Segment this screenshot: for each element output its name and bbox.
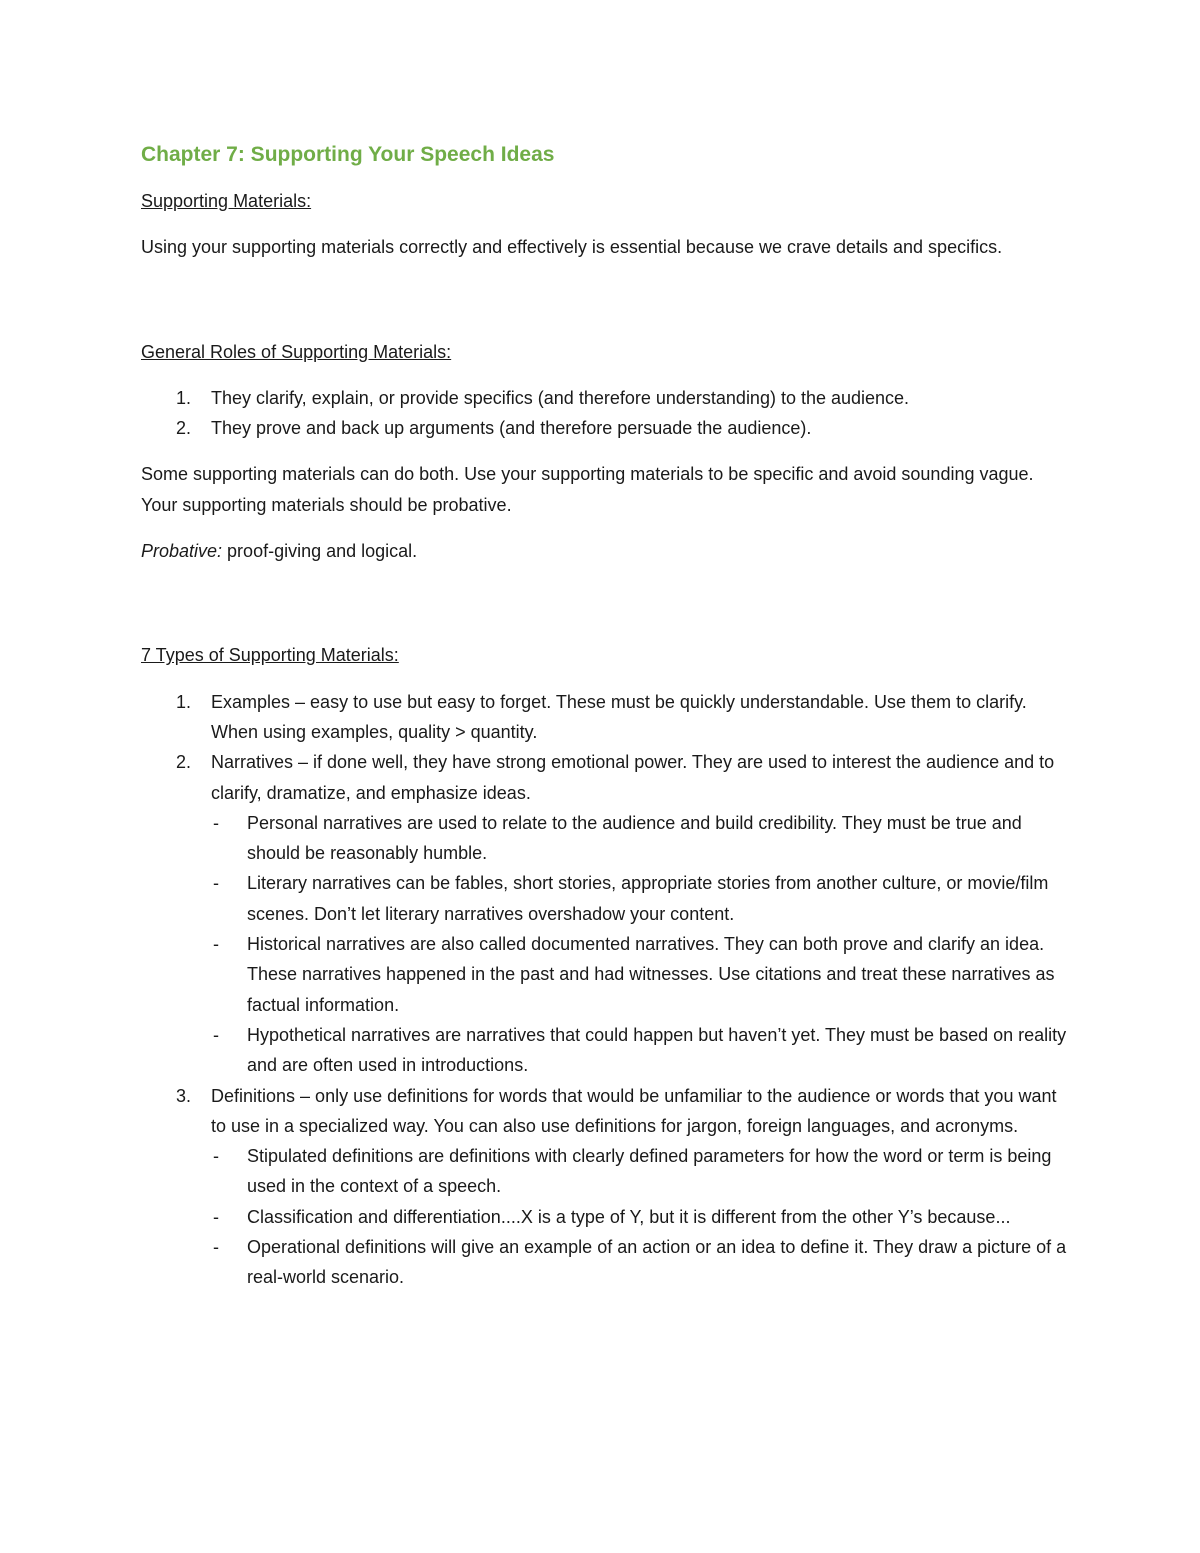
sub-list-item xyxy=(211,1202,1071,1232)
paragraph-intro: Using your supporting materials correctly and effectively is essential because we crave details and specifics. xyxy=(141,237,1003,258)
sub-list-item xyxy=(211,808,1071,869)
sub-list-item-text: Stipulated definitions are definitions with clearly defined parameters for how the word or term is being used in the context of a speech. xyxy=(247,1146,1052,1197)
sub-list-item-text: Personal narratives are used to relate to the audience and build credibility. They must be true and should be reasonably humble. xyxy=(247,812,1022,864)
list-number: 2. xyxy=(176,752,192,773)
chapter-title: Chapter 7: Supporting Your Speech Ideas xyxy=(141,143,555,166)
dash-bullet: - xyxy=(213,873,219,894)
dash-bullet: - xyxy=(213,812,219,833)
list-item-text: They prove and back up arguments (and therefore persuade the audience). xyxy=(211,418,812,439)
narratives-sublist xyxy=(211,808,1071,1081)
list-number: 1. xyxy=(176,691,192,712)
list-item xyxy=(141,413,1071,443)
document-page xyxy=(141,140,1071,1309)
list-item-text: Definitions – only use definitions for words that would be unfamiliar to the audience or words that you want to use in a specialized way. You can also use definitions for jargon, foreign languages, and acronyms. xyxy=(211,1085,1057,1136)
list-item-narratives xyxy=(141,747,1071,1080)
sub-list-item-text: Literary narratives can be fables, short stories, appropriate stories from another culture, or movie/film scenes. Don’t let literary narratives overshadow your content. xyxy=(247,873,1049,924)
sub-list-item xyxy=(211,1232,1071,1293)
dash-bullet: - xyxy=(213,934,219,955)
dash-bullet: - xyxy=(213,1024,219,1045)
definition-term: Probative: xyxy=(141,541,223,562)
spacer xyxy=(141,582,1071,640)
section-heading-supporting-materials: Supporting Materials: xyxy=(141,191,312,211)
sub-list-item xyxy=(211,929,1071,1020)
sub-list-item-text: Hypothetical narratives are narratives that could happen but haven’t yet. They must be based on reality and are often used in introductions. xyxy=(247,1024,1067,1076)
general-roles-list xyxy=(141,383,1071,444)
definitions-sublist xyxy=(211,1141,1071,1292)
list-item xyxy=(141,383,1071,413)
list-item-definitions xyxy=(141,1081,1071,1293)
sub-list-item xyxy=(211,1020,1071,1081)
list-item-text: Examples – easy to use but easy to forget. These must be quickly understandable. Use them to clarify. When using examples, quality > quantity. xyxy=(211,691,1027,742)
sub-list-item-text: Operational definitions will give an example of an action or an idea to define it. They draw a picture of a real-world scenario. xyxy=(247,1237,1067,1288)
section-heading-general-roles: General Roles of Supporting Materials: xyxy=(141,341,452,362)
list-number: 2. xyxy=(176,418,192,439)
paragraph-both: Some supporting materials can do both. Use your supporting materials to be specific and avoid sounding vague. Your supporting materials should be probative. xyxy=(141,464,1034,515)
list-item-text: They clarify, explain, or provide specifics (and therefore understanding) to the audience. xyxy=(211,387,910,408)
definition-probative xyxy=(141,536,1071,566)
list-number: 1. xyxy=(176,387,192,408)
definition-text: proof-giving and logical. xyxy=(222,541,418,562)
dash-bullet: - xyxy=(213,1237,219,1258)
list-item-text: Narratives – if done well, they have strong emotional power. They are used to interest the audience and to clarify, dramatize, and emphasize ideas. xyxy=(211,752,1055,803)
spacer xyxy=(141,279,1071,337)
seven-types-list xyxy=(141,687,1071,1293)
dash-bullet: - xyxy=(213,1206,219,1227)
sub-list-item-text: Historical narratives are also called documented narratives. They can both prove and clarify an idea. These narratives happened in the past and had witnesses. Use citations and treat these narratives as factual information. xyxy=(247,934,1055,1015)
sub-list-item xyxy=(211,1141,1071,1202)
sub-list-item-text: Classification and differentiation....X is a type of Y, but it is different from the other Y’s because... xyxy=(247,1206,1011,1227)
dash-bullet: - xyxy=(213,1146,219,1167)
section-heading-seven-types: 7 Types of Supporting Materials: xyxy=(141,645,399,666)
list-item-examples xyxy=(141,687,1071,748)
list-number: 3. xyxy=(176,1085,192,1106)
sub-list-item xyxy=(211,868,1071,929)
